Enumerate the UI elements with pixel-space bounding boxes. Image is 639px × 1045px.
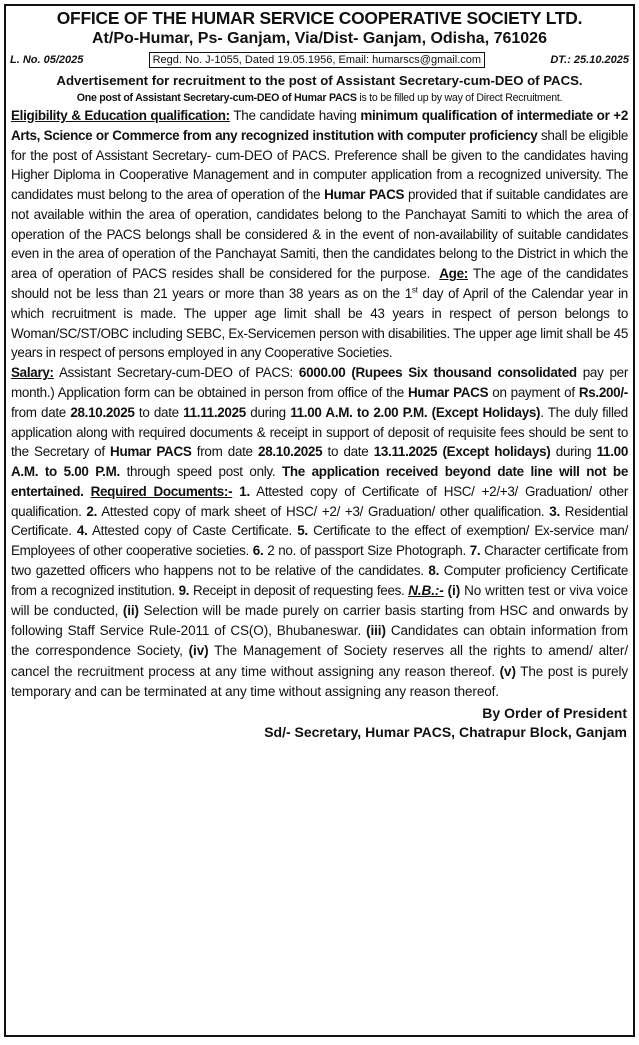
nb-number: (iii) xyxy=(366,623,386,639)
office-title: OFFICE OF THE HUMAR SERVICE COOPERATIVE SOCIETY LTD. xyxy=(56,8,583,28)
notice-body xyxy=(6,106,633,702)
eligibility-bold: Humar PACS xyxy=(324,187,405,203)
salary-bold: 11.00 A.M. to 2.00 P.M. (Except Holidays) xyxy=(290,404,541,420)
document-number: 7. xyxy=(465,543,481,559)
salary-bold: 11.00 A.M. to 5.00 P.M. xyxy=(11,444,629,480)
document-number: 8. xyxy=(423,562,440,578)
document-number: 1. xyxy=(232,483,250,499)
salary-bold: Humar PACS xyxy=(407,384,489,400)
salary-bold: Rs.200/- xyxy=(578,384,628,400)
meta-row xyxy=(6,49,633,71)
registration-info: Regd. No. J-1055, Dated 19.05.1956, Email: humarscs@gmail.com xyxy=(149,52,486,68)
salary-bold: Humar PACS xyxy=(110,444,192,460)
document-item: Attested copy of Certificate of HSC/ +2/+3/ Graduation/ other qualification. xyxy=(11,483,628,519)
salary-heading: Salary: xyxy=(11,365,54,381)
nb-number: (v) xyxy=(499,663,516,679)
salary-bold: The application received beyond date line will not be entertained. xyxy=(11,464,628,499)
eligibility-text: The candidate having xyxy=(229,108,361,123)
salary-text: through speed post only. xyxy=(119,464,282,480)
salary-text: during xyxy=(550,444,597,460)
document-item: Certificate to the effect of exemption/ Ex-service man/ Employees of other cooperative societies. xyxy=(11,523,628,559)
salary-bold: 13.11.2025 (Except holidays) xyxy=(373,444,551,460)
salary-paragraph xyxy=(11,363,628,702)
nb-section xyxy=(11,583,628,699)
document-item: Receipt in deposit of requesting fees. xyxy=(189,582,409,598)
eligibility-text: shall be eligible for the post of Assistant Secretary- cum-DEO of PACS. Preference shall be given to the candidates having Higher Diploma in Cooperative Management and in computer application from a recognized university. The candidates must belong to the area of operation of the xyxy=(11,127,629,203)
salary-text: to date xyxy=(134,404,184,420)
salary-text: to date xyxy=(322,444,374,460)
notice-date: DT.: 25.10.2025 xyxy=(550,54,629,66)
document-item: 2 no. of passport Size Photograph. xyxy=(263,543,466,559)
eligibility-bold: minimum qualification of intermediate or +2 Arts, Science or Commerce from any recognized institution with computer proficiency xyxy=(11,108,629,143)
salary-text: pay per month.) Application form can be obtained in person from office of the xyxy=(11,365,628,400)
salary-bold: 28.10.2025 xyxy=(70,404,135,420)
intro-bold: One post of Assistant Secretary-cum-DEO of Humar PACS xyxy=(76,92,357,104)
intro-rest: is to be filled up by way of Direct Recruitment. xyxy=(356,92,563,104)
office-address: At/Po-Humar, Ps- Ganjam, Via/Dist- Ganjam, Odisha, 761026 xyxy=(92,30,547,47)
salary-text: from date xyxy=(11,404,71,420)
salary-bold: 11.11.2025 xyxy=(183,404,246,420)
document-item: Residential Certificate. xyxy=(11,503,628,539)
salary-text: . The duly filled application along with required documents & receipt in support of deposit of requisite fees should be sent to the Secretary of xyxy=(11,404,628,460)
nb-number: (i) xyxy=(443,582,461,598)
salary-text: on payment of xyxy=(488,384,579,400)
signature-secretary: Sd/- Secretary, Humar PACS, Chatrapur Block, Ganjam xyxy=(264,723,627,740)
document-number: 6. xyxy=(248,543,264,559)
document-number: 4. xyxy=(71,523,88,539)
eligibility-heading: Eligibility & Education qualification: xyxy=(11,108,230,123)
nb-text: Selection will be made purely on carrier basis starting from HSC and onwards by following Staff Service Rule-2011 of CS(O), Bhubaneswar. xyxy=(11,602,629,639)
advertisement-intro xyxy=(6,90,633,106)
salary-text: during xyxy=(245,404,291,420)
age-text: day of April of the Calendar year in which recruitment is made. The upper age limit shall be 43 years in respect of person belongs to Woman/SC/ST/OBC including SEBC, Ex-Servicemen person with disabilities. The upper age limit shall be 45 years in respect of persons employed in any Cooperative Societies. xyxy=(11,286,628,361)
salary-text: from date xyxy=(191,444,259,460)
salary-text: Assistant Secretary-cum-DEO of PACS: xyxy=(53,365,299,381)
document-number: 5. xyxy=(291,523,308,539)
document-number: 3. xyxy=(544,503,560,519)
nb-text: Candidates can obtain information from the correspondence Society, xyxy=(11,623,629,659)
signature-order: By Order of President xyxy=(482,704,627,721)
nb-text: The Management of Society reserves all the rights to amend/ alter/ cancel the recruitment process at any time without assigning any reason thereof. xyxy=(11,643,628,679)
eligibility-text: provided that if suitable candidates are not available within the area of operation, candidates belong to the Panchayat Samiti to which the area of operation of the PACS belongs shall be considered & in the event of non-availability of suitable candidates even in the area of operation of the Panchayat Samiti, then the candidates belong to the District in which the area of operation of PACS resides shall be considered for the purpose. xyxy=(11,187,628,282)
advertisement-notice xyxy=(4,4,635,1037)
advertisement-title: Advertisement for recruitment to the post of Assistant Secretary-cum-DEO of PACS. xyxy=(56,73,583,88)
document-item: Character certificate from two gazetted officers who happens not to be relative of the candidates. xyxy=(11,543,628,578)
document-item: Computer proficiency Certificate from a recognized institution. xyxy=(11,562,628,598)
nb-number: (iv) xyxy=(188,643,209,659)
document-number: 2. xyxy=(81,503,98,519)
nb-text: The post is purely temporary and can be terminated at any time without assigning any reason thereof. xyxy=(11,663,628,699)
document-item: Attested copy of mark sheet of HSC/ +2/ +3/ Graduation/ other qualification. xyxy=(97,503,545,519)
nb-text: No written test or viva voice will be conducted, xyxy=(11,582,629,618)
document-item: Attested copy of Caste Certificate. xyxy=(87,523,292,539)
age-heading: Age: xyxy=(439,266,468,282)
salary-bold: 28.10.2025 xyxy=(258,444,323,460)
nb-number: (ii) xyxy=(122,602,139,618)
age-sup: st xyxy=(411,285,418,295)
nb-heading: N.B.:- xyxy=(408,582,444,598)
letter-number: L. No. 05/2025 xyxy=(10,54,84,66)
documents-heading: Required Documents:- xyxy=(90,483,233,499)
age-text: The age of the candidates should not be less than 21 years or more than 38 years as on the 1 xyxy=(11,266,628,302)
eligibility-paragraph xyxy=(11,106,628,363)
document-number: 9. xyxy=(174,582,190,598)
salary-bold: 6000.00 (Rupees Six thousand consolidated xyxy=(298,365,577,381)
